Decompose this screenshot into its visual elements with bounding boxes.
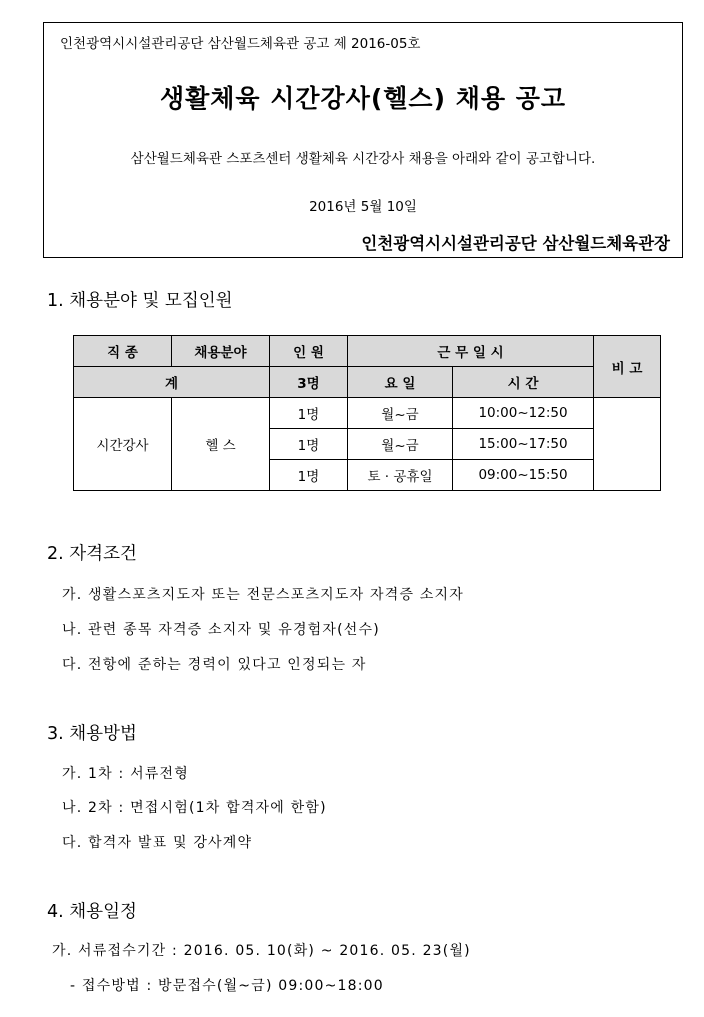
list-item: 가. 서류접수기간 : 2016. 05. 10(화) ~ 2016. 05. 23(월) — [52, 943, 471, 959]
cell-count: 1명 — [270, 398, 348, 429]
cell-time: 09:00~15:50 — [453, 460, 594, 491]
notice-header-box — [43, 22, 683, 258]
list-item: 가. 생활스포츠지도자 또는 전문스포츠지도자 자격증 소지자 — [62, 587, 464, 603]
section-title-schedule: 4. 채용일정 — [47, 902, 137, 922]
intro-text: 삼산월드체육관 스포츠센터 생활체육 시간강사 채용을 아래와 같이 공고합니다. — [130, 151, 596, 167]
cell-day: 토 · 공휴일 — [348, 460, 453, 491]
section-title-recruitment: 1. 채용분야 및 모집인원 — [47, 291, 233, 311]
cell-time: 10:00~12:50 — [453, 398, 594, 429]
header-work-schedule: 근 무 일 시 — [348, 336, 594, 367]
list-item: 가. 1차 : 서류전형 — [62, 766, 189, 782]
list-item: - 접수방법 : 방문접수(월~금) 09:00~18:00 — [70, 978, 384, 994]
header-job-type: 직 종 — [74, 336, 172, 367]
header-note: 비 고 — [594, 336, 661, 398]
section-title-method: 3. 채용방법 — [47, 724, 137, 744]
header-total-count: 3명 — [270, 367, 348, 398]
header-count: 인 원 — [270, 336, 348, 367]
header-field: 채용분야 — [172, 336, 270, 367]
cell-count: 1명 — [270, 429, 348, 460]
section-title-qualifications: 2. 자격조건 — [47, 544, 137, 564]
table-row — [74, 398, 661, 429]
page-title: 생활체육 시간강사(헬스) 채용 공고 — [159, 84, 567, 113]
cell-job-type: 시간강사 — [74, 398, 172, 491]
header-total: 계 — [74, 367, 270, 398]
header-day: 요 일 — [348, 367, 453, 398]
notice-number: 인천광역시시설관리공단 삼산월드체육관 공고 제 2016-05호 — [60, 36, 421, 52]
cell-field: 헬 스 — [172, 398, 270, 491]
cell-day: 월~금 — [348, 429, 453, 460]
cell-count: 1명 — [270, 460, 348, 491]
cell-day: 월~금 — [348, 398, 453, 429]
cell-time: 15:00~17:50 — [453, 429, 594, 460]
recruitment-table — [73, 335, 661, 491]
signer: 인천광역시시설관리공단 삼산월드체육관장 — [361, 234, 670, 253]
list-item: 다. 합격자 발표 및 강사계약 — [62, 835, 253, 851]
list-item: 나. 2차 : 면접시험(1차 합격자에 한함) — [62, 800, 327, 816]
cell-note — [594, 398, 661, 491]
header-time: 시 간 — [453, 367, 594, 398]
list-item: 나. 관련 종목 자격증 소지자 및 유경험자(선수) — [62, 622, 380, 638]
notice-date: 2016년 5월 10일 — [309, 199, 417, 215]
list-item: 다. 전항에 준하는 경력이 있다고 인정되는 자 — [62, 657, 367, 673]
